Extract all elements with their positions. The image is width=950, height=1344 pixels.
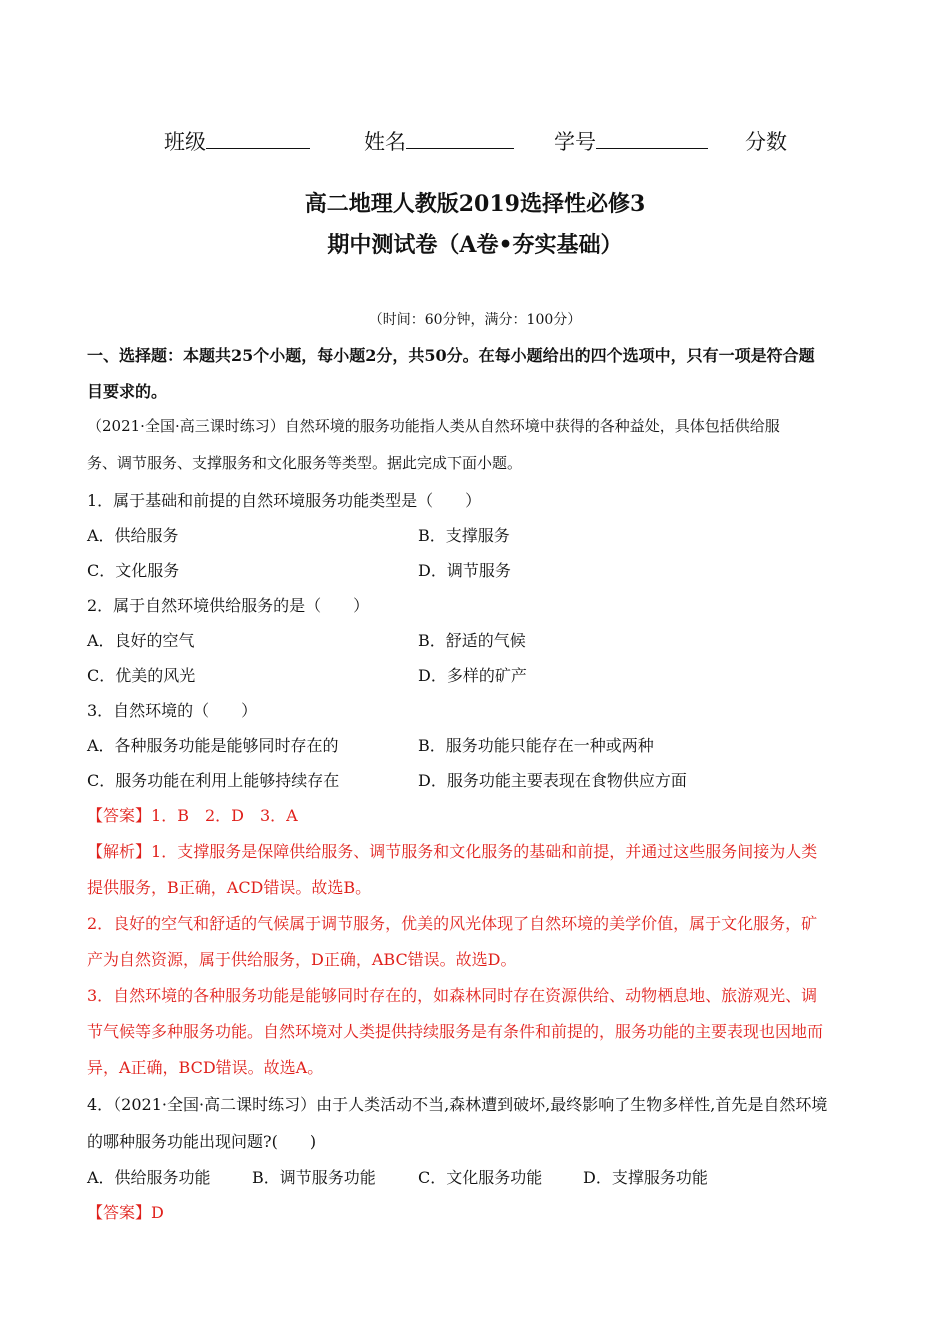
student-id-field <box>554 126 708 156</box>
student-id-label: 学号 <box>554 130 596 154</box>
analysis-line2: 提供服务，B正确，ACD错误。故选B。 <box>87 878 372 897</box>
question-3-stem: 3．自然环境的（ ） <box>87 701 258 720</box>
question-3-option-b[interactable]: B．服务功能只能存在一种或两种 <box>418 736 654 755</box>
analysis-line3: 2．良好的空气和舒适的气候属于调节服务，优美的风光体现了自然环境的美学价值，属于文化服务，矿 <box>87 914 818 933</box>
section-heading-line1: 一、选择题：本题共25个小题，每小题2分，共50分。在每小题给出的四个选项中，只有一项是符合题 <box>87 346 815 365</box>
question-1-option-d[interactable]: D．调节服务 <box>418 561 511 580</box>
class-field <box>164 126 310 156</box>
question-3-option-c[interactable]: C．服务功能在利用上能够持续存在 <box>87 771 340 790</box>
page-subtitle: 期中测试卷（A卷•夯实基础） <box>327 232 623 258</box>
question-3-option-d[interactable]: D．服务功能主要表现在食物供应方面 <box>418 771 687 790</box>
question-1-option-c[interactable]: C．文化服务 <box>87 561 180 580</box>
answer-block-2 <box>87 1200 164 1223</box>
answer-tag: 【答案】 <box>87 1203 152 1222</box>
question-4-option-a[interactable]: A．供给服务功能 <box>87 1168 211 1187</box>
class-label: 班级 <box>164 130 206 154</box>
passage-line1: （2021·全国·高三课时练习）自然环境的服务功能指人类从自然环境中获得的各种益处，具体包括供给服 <box>87 417 780 435</box>
analysis-line6: 节气候等多种服务功能。自然环境对人类提供持续服务是有条件和前提的，服务功能的主要表现也因地而 <box>87 1022 824 1041</box>
class-blank[interactable] <box>206 130 310 149</box>
question-2-stem: 2．属于自然环境供给服务的是（ ） <box>87 596 370 615</box>
passage-line2: 务、调节服务、支撑服务和文化服务等类型。据此完成下面小题。 <box>87 454 523 472</box>
question-2-option-b[interactable]: B．舒适的气候 <box>418 631 526 650</box>
analysis-line5: 3．自然环境的各种服务功能是能够同时存在的，如森林同时存在资源供给、动物栖息地、旅游观光、调 <box>87 986 818 1005</box>
score-label: 分数 <box>745 130 787 154</box>
answer-text: 1．B 2．D 3．A <box>151 806 298 825</box>
analysis-line1 <box>87 839 817 862</box>
question-1-option-a[interactable]: A．供给服务 <box>87 526 179 545</box>
question-2-option-d[interactable]: D．多样的矿产 <box>418 666 527 685</box>
analysis-tag: 【解析】 <box>87 842 152 861</box>
name-field <box>364 126 514 156</box>
question-2-option-a[interactable]: A．良好的空气 <box>87 631 195 650</box>
analysis-line4: 产为自然资源，属于供给服务，D正确，ABC错误。故选D。 <box>87 950 517 969</box>
page-title: 高二地理人教版2019选择性必修3 <box>304 191 646 217</box>
question-4-option-d[interactable]: D．支撑服务功能 <box>583 1168 708 1187</box>
question-1-stem: 1．属于基础和前提的自然环境服务功能类型是（ ） <box>87 491 482 510</box>
question-4-option-c[interactable]: C．文化服务功能 <box>418 1168 543 1187</box>
question-2-option-c[interactable]: C．优美的风光 <box>87 666 196 685</box>
student-id-blank[interactable] <box>596 130 708 149</box>
answer-tag: 【答案】 <box>87 806 152 825</box>
question-3-option-a[interactable]: A．各种服务功能是能够同时存在的 <box>87 736 339 755</box>
question-4-option-b[interactable]: B．调节服务功能 <box>252 1168 376 1187</box>
time-note: （时间：60分钟，满分：100分） <box>368 312 582 328</box>
name-label: 姓名 <box>364 130 406 154</box>
analysis-text: 1．支撑服务是保障供给服务、调节服务和文化服务的基础和前提，并通过这些服务间接为人类 <box>151 842 818 861</box>
question-4-stem-line2: 的哪种服务功能出现问题?( ) <box>87 1132 317 1151</box>
name-blank[interactable] <box>406 130 514 149</box>
answer-text: D <box>151 1203 164 1222</box>
section-heading-line2: 目要求的。 <box>87 382 168 401</box>
question-1-option-b[interactable]: B．支撑服务 <box>418 526 510 545</box>
question-4-stem-line1: 4．（2021·全国·高二课时练习）由于人类活动不当,森林遭到破坏,最终影响了生物多样性,首先是自然环境 <box>87 1095 828 1114</box>
answer-block-1 <box>87 803 298 826</box>
analysis-line7: 异，A正确，BCD错误。故选A。 <box>87 1058 324 1077</box>
